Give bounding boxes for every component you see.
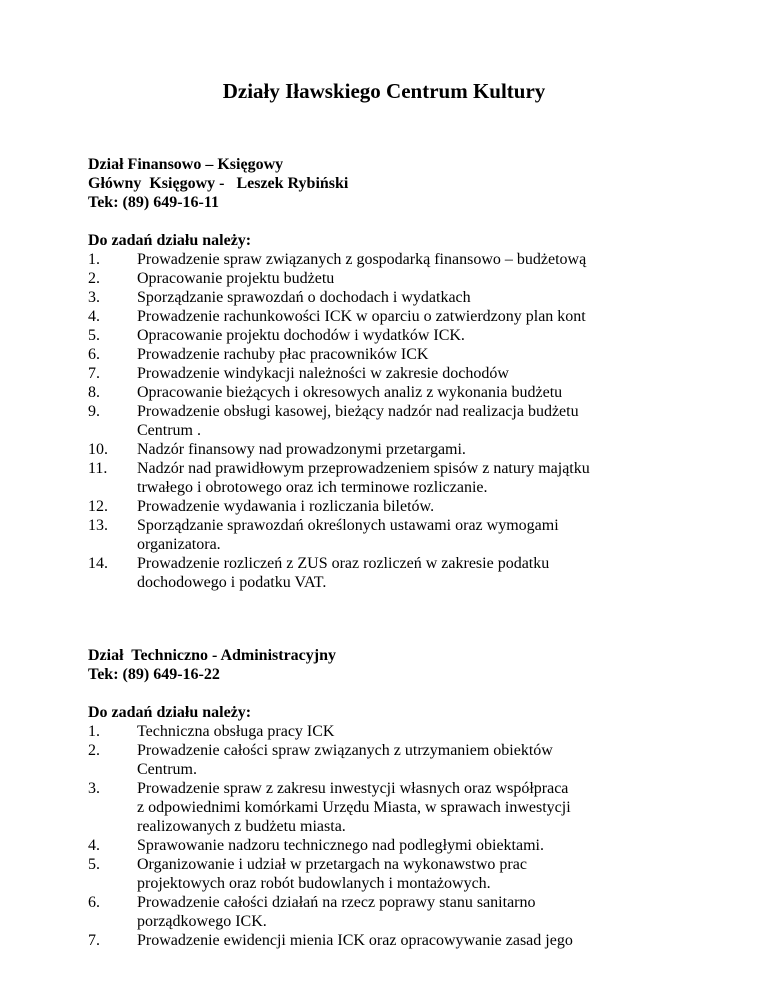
task-list — [88, 722, 688, 950]
list-item — [88, 250, 688, 269]
list-item — [88, 288, 688, 307]
list-item — [88, 459, 688, 497]
list-item-text: Organizowanie i udział w przetargach na wykonawstwo prac — [137, 856, 527, 873]
list-item-number: 3. — [88, 780, 100, 797]
list-item-number: 4. — [88, 308, 100, 325]
list-item — [88, 741, 688, 779]
list-item-number: 1. — [88, 251, 100, 268]
list-item-number: 4. — [88, 837, 100, 854]
list-item-text: Sprawowanie nadzoru technicznego nad podległymi obiektami. — [137, 837, 544, 854]
list-item-number: 12. — [88, 498, 108, 515]
list-item — [88, 554, 688, 592]
list-item-number: 1. — [88, 723, 100, 740]
list-item-text: Opracowanie projektu dochodów i wydatków ICK. — [137, 327, 465, 344]
list-item-text: Prowadzenie całości działań na rzecz poprawy stanu sanitarno — [137, 894, 536, 911]
list-item — [88, 516, 688, 554]
list-item — [88, 307, 688, 326]
department-name: Dział Techniczno - Administracyjny — [88, 647, 337, 664]
list-item-number: 7. — [88, 365, 100, 382]
list-item-text: Prowadzenie spraw z zakresu inwestycji własnych oraz współpraca — [137, 780, 569, 797]
list-item-number: 3. — [88, 289, 100, 306]
list-item-text: z odpowiednimi komórkami Urzędu Miasta, w sprawach inwestycji — [137, 799, 571, 816]
list-item — [88, 269, 688, 288]
document-title: Działy Iławskiego Centrum Kultury — [222, 79, 546, 103]
department-name: Dział Finansowo – Księgowy — [88, 156, 284, 173]
list-item-text: Prowadzenie ewidencji mienia ICK oraz opracowywanie zasad jego — [137, 932, 573, 949]
list-item-text: Opracowanie bieżących i okresowych analiz z wykonania budżetu — [137, 384, 563, 401]
list-item-number: 6. — [88, 346, 100, 363]
list-item-text: Prowadzenie rozliczeń z ZUS oraz rozliczeń w zakresie podatku — [137, 555, 550, 572]
section-finance — [88, 155, 688, 592]
chief-accountant: Główny Księgowy - Leszek Rybiński — [88, 175, 349, 192]
list-item — [88, 440, 688, 459]
list-item-text: Prowadzenie rachuby płac pracowników ICK — [137, 346, 429, 363]
list-item-text: Opracowanie projektu budżetu — [137, 270, 335, 287]
list-item-text: trwałego i obrotowego oraz ich terminowe rozliczanie. — [137, 479, 488, 496]
department-phone: Tek: (89) 649-16-22 — [88, 666, 220, 683]
list-item-text: Prowadzenie wydawania i rozliczania biletów. — [137, 498, 435, 515]
list-item-number: 2. — [88, 742, 100, 759]
list-item — [88, 855, 688, 893]
list-item — [88, 779, 688, 836]
list-item-text: Prowadzenie obsługi kasowej, bieżący nadzór nad realizacja budżetu — [137, 403, 579, 420]
list-item-number: 2. — [88, 270, 100, 287]
list-item-text: Sporządzanie sprawozdań określonych ustawami oraz wymogami — [137, 517, 559, 534]
tasks-heading: Do zadań działu należy: — [88, 232, 252, 249]
list-item-number: 5. — [88, 856, 100, 873]
list-item-text: Prowadzenie całości spraw związanych z utrzymaniem obiektów — [137, 742, 553, 759]
list-item-text: Nadzór nad prawidłowym przeprowadzeniem spisów z natury majątku — [137, 460, 590, 477]
list-item-text: Centrum . — [137, 422, 201, 439]
list-item-number: 8. — [88, 384, 100, 401]
list-item — [88, 931, 688, 950]
list-item-number: 10. — [88, 441, 108, 458]
list-item — [88, 836, 688, 855]
list-item-text: realizowanych z budżetu miasta. — [137, 818, 346, 835]
list-item-text: Nadzór finansowy nad prowadzonymi przetargami. — [137, 441, 466, 458]
list-item-text: Sporządzanie sprawozdań o dochodach i wydatkach — [137, 289, 471, 306]
list-item-number: 5. — [88, 327, 100, 344]
list-item-text: Prowadzenie rachunkowości ICK w oparciu o zatwierdzony plan kont — [137, 308, 586, 325]
tasks-heading: Do zadań działu należy: — [88, 704, 252, 721]
list-item-text: porządkowego ICK. — [137, 913, 267, 930]
department-phone: Tek: (89) 649-16-11 — [88, 194, 219, 211]
list-item-number: 7. — [88, 932, 100, 949]
list-item — [88, 402, 688, 440]
list-item-number: 6. — [88, 894, 100, 911]
list-item-text: Prowadzenie spraw związanych z gospodarką finansowo – budżetową — [137, 251, 587, 268]
section-technical — [88, 646, 688, 950]
list-item-number: 11. — [88, 460, 108, 477]
list-item-text: projektowych oraz robót budowlanych i montażowych. — [137, 875, 491, 892]
list-item-number: 13. — [88, 517, 108, 534]
list-item — [88, 383, 688, 402]
list-item-text: dochodowego i podatku VAT. — [137, 574, 327, 591]
list-item-text: Techniczna obsługa pracy ICK — [137, 723, 335, 740]
list-item — [88, 364, 688, 383]
list-item-text: Prowadzenie windykacji należności w zakresie dochodów — [137, 365, 509, 382]
task-list — [88, 250, 688, 592]
list-item — [88, 345, 688, 364]
list-item-text: Centrum. — [137, 761, 197, 778]
list-item — [88, 497, 688, 516]
list-item — [88, 722, 688, 741]
list-item-number: 9. — [88, 403, 100, 420]
list-item — [88, 326, 688, 345]
list-item — [88, 893, 688, 931]
list-item-number: 14. — [88, 555, 108, 572]
list-item-text: organizatora. — [137, 536, 221, 553]
